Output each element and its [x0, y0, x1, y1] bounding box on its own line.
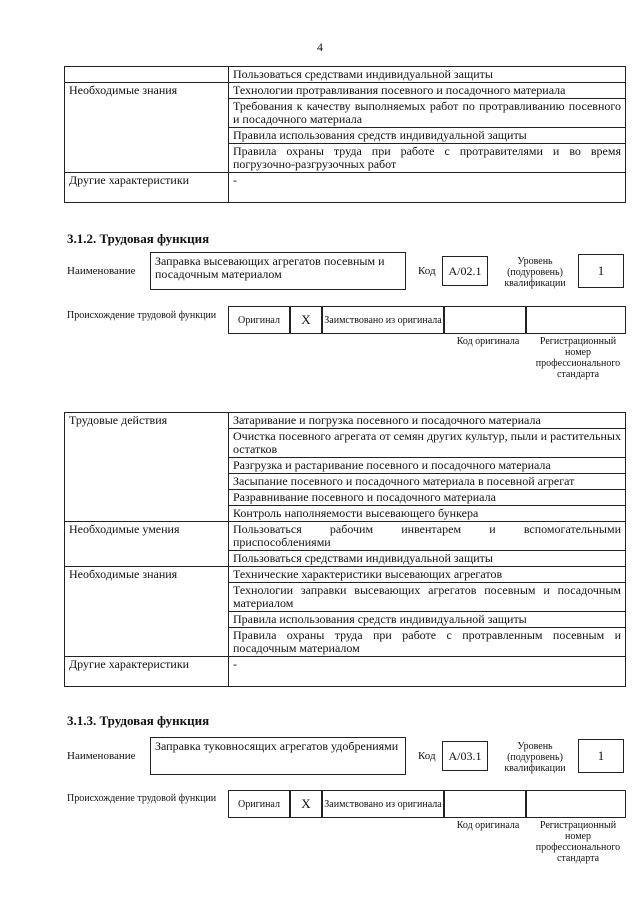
row-label	[65, 67, 229, 83]
cell-value: Засыпание посевного и посадочного материала в посевной агрегат	[229, 474, 626, 490]
cell-value: Требования к качеству выполняемых работ по протравливанию посевного и посадочного материала	[229, 99, 626, 128]
cell-value: Правила охраны труда при работе с протравителями и во время погрузочно-разгрузочных работ	[229, 144, 626, 173]
original-label: Оригинал	[228, 790, 290, 818]
orig-code-cell	[444, 790, 526, 818]
function-name: Заправка туковносящих агрегатов удобрениями	[150, 737, 406, 775]
row-label: Другие характеристики	[65, 173, 229, 203]
row-label: Другие характеристики	[65, 657, 229, 687]
table-row	[65, 413, 626, 429]
name-label: Наименование	[67, 265, 136, 277]
reg-number-cell	[526, 306, 626, 334]
row-label: Необходимые знания	[65, 83, 229, 173]
table-row	[65, 83, 626, 99]
section-title: 3.1.2. Трудовая функция	[67, 231, 210, 246]
origin-label: Происхождение трудовой функции	[67, 793, 217, 804]
table-2	[64, 412, 626, 687]
function-name: Заправка высевающих агрегатов посевным и посадочным материалом	[150, 252, 406, 290]
cell-value: Пользоваться рабочим инвентарем и вспомогательными приспособлениями	[229, 522, 626, 551]
row-label: Трудовые действия	[65, 413, 229, 522]
reg-number-cell	[526, 790, 626, 818]
page-number: 4	[317, 40, 323, 54]
row-label: Необходимые знания	[65, 567, 229, 657]
cell-value: -	[229, 173, 626, 203]
name-label: Наименование	[67, 750, 136, 762]
cell-value: Пользоваться средствами индивидуальной защиты	[229, 551, 626, 567]
cell-value: Технологии заправки высевающих агрегатов посевным и посадочным материалом	[229, 583, 626, 612]
cell-value: Очистка посевного агрегата от семян других культур, пыли и растительных остатков	[229, 429, 626, 458]
level-label: Уровень (подуровень) квалификации	[504, 740, 566, 774]
table-1	[64, 66, 626, 203]
table-row	[65, 173, 626, 203]
cell-value: Разгрузка и растаривание посевного и посадочного материала	[229, 458, 626, 474]
table-row	[65, 567, 626, 583]
orig-code-label: Код оригинала	[456, 336, 520, 347]
borrowed-label: Заимствовано из оригинала	[322, 790, 444, 818]
code-label: Код	[418, 750, 436, 762]
code-value: А/03.1	[442, 741, 488, 771]
cell-value: Технические характеристики высевающих агрегатов	[229, 567, 626, 583]
section-title: 3.1.3. Трудовая функция	[67, 713, 210, 728]
cell-value: Правила охраны труда при работе с протравленным посевным и посадочным материалом	[229, 628, 626, 657]
cell-value: -	[229, 657, 626, 687]
cell-value: Правила использования средств индивидуальной защиты	[229, 128, 626, 144]
cell-value: Правила использования средств индивидуальной защиты	[229, 612, 626, 628]
cell-value: Контроль наполняемости высевающего бункера	[229, 506, 626, 522]
level-value: 1	[578, 739, 624, 773]
cell-value: Разравнивание посевного и посадочного материала	[229, 490, 626, 506]
table-row	[65, 657, 626, 687]
original-mark: X	[290, 790, 322, 818]
orig-code-cell	[444, 306, 526, 334]
reg-label: Регистрационный номер профессионального стандарта	[535, 820, 621, 864]
table-row	[65, 67, 626, 83]
original-label: Оригинал	[228, 306, 290, 334]
row-label: Необходимые умения	[65, 522, 229, 567]
cell-value: Технологии протравливания посевного и посадочного материала	[229, 83, 626, 99]
code-label: Код	[418, 265, 436, 277]
cell-value: Затаривание и погрузка посевного и посадочного материала	[229, 413, 626, 429]
reg-label: Регистрационный номер профессионального стандарта	[535, 336, 621, 380]
origin-label: Происхождение трудовой функции	[67, 310, 217, 321]
level-label: Уровень (подуровень) квалификации	[504, 255, 566, 289]
table-row	[65, 522, 626, 551]
orig-code-label: Код оригинала	[456, 820, 520, 831]
level-value: 1	[578, 254, 624, 288]
code-value: А/02.1	[442, 256, 488, 286]
borrowed-label: Заимствовано из оригинала	[322, 306, 444, 334]
original-mark: X	[290, 306, 322, 334]
cell-value: Пользоваться средствами индивидуальной защиты	[229, 67, 626, 83]
